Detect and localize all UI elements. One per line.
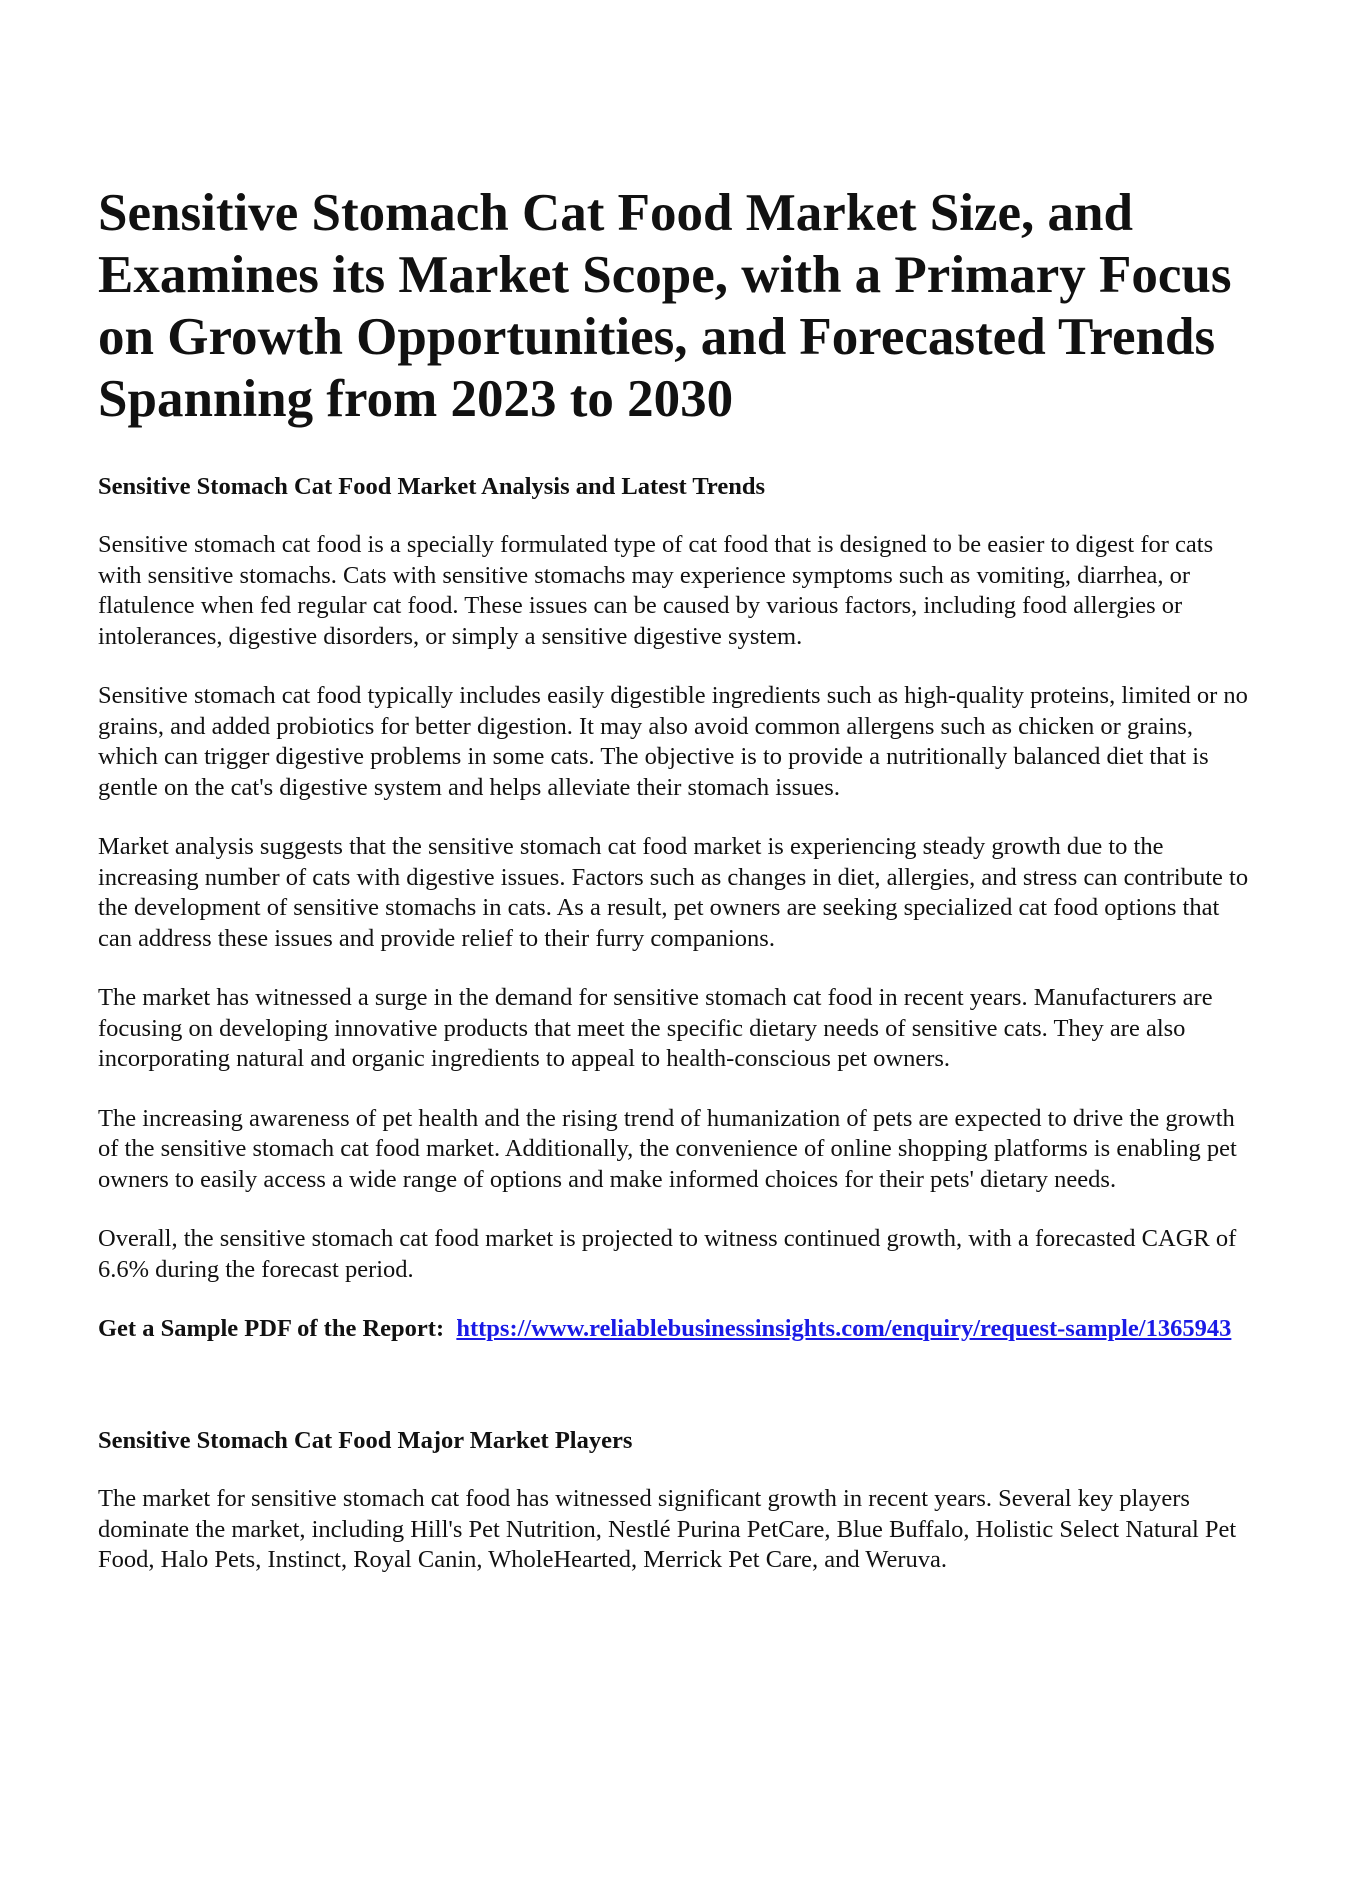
section-heading-analysis: Sensitive Stomach Cat Food Market Analysis and Latest Trends <box>98 473 765 500</box>
paragraph: Market analysis suggests that the sensitive stomach cat food market is experiencing steady growth due to the increasing number of cats with digestive issues. Factors such as changes in diet, allergies, and stress can contribute to the development of sensitive stomachs in cats. As a result, pet owners are seeking specialized cat food options that can address these issues and provide relief to their furry companions. <box>98 833 1249 952</box>
paragraph: Overall, the sensitive stomach cat food market is projected to witness continued growth, with a forecasted CAGR of 6.6% during the forecast period. <box>98 1225 1237 1283</box>
paragraph: Sensitive stomach cat food typically includes easily digestible ingredients such as high-quality proteins, limited or no grains, and added probiotics for better digestion. It may also avoid common allergens such as chicken or grains, which can trigger digestive problems in some cats. The objective is to provide a nutritionally balanced diet that is gentle on the cat's digestive system and helps alleviate their stomach issues. <box>98 682 1248 801</box>
sample-pdf-link[interactable]: https://www.reliablebusinessinsights.com/enquiry/request-sample/1365943 <box>456 1315 1232 1342</box>
paragraph: The market has witnessed a surge in the demand for sensitive stomach cat food in recent years. Manufacturers are focusing on developing innovative products that meet the specific dietary needs of sensitive cats. They are also incorporating natural and organic ingredients to appeal to health-conscious pet owners. <box>98 984 1213 1072</box>
sample-pdf-label: Get a Sample PDF of the Report: <box>98 1315 445 1342</box>
document-title: Sensitive Stomach Cat Food Market Size, and Examines its Market Scope, with a Primary Focus on Growth Opportunities, and Forecasted Trends Spanning from 2023 to 2030 <box>98 184 1232 428</box>
paragraph: Sensitive stomach cat food is a specially formulated type of cat food that is designed to be easier to digest for cats with sensitive stomachs. Cats with sensitive stomachs may experience symptoms such as vomiting, diarrhea, or flatulence when fed regular cat food. These issues can be caused by various factors, including food allergies or intolerances, digestive disorders, or simply a sensitive digestive system. <box>98 531 1214 650</box>
spacer <box>98 1344 1258 1426</box>
sample-pdf-line <box>98 1314 1258 1344</box>
paragraph-players: The market for sensitive stomach cat food has witnessed significant growth in recent years. Several key players dominate the market, including Hill's Pet Nutrition, Nestlé Purina PetCare, Blue Buffalo, Holistic Select Natural Pet Food, Halo Pets, Instinct, Royal Canin, WholeHearted, Merrick Pet Care, and Weruva. <box>98 1485 1237 1573</box>
section-heading-players: Sensitive Stomach Cat Food Major Market Players <box>98 1427 633 1454</box>
paragraph: The increasing awareness of pet health and the rising trend of humanization of pets are expected to drive the growth of the sensitive stomach cat food market. Additionally, the convenience of online shopping platforms is enabling pet owners to easily access a wide range of options and make informed choices for their pets' dietary needs. <box>98 1104 1237 1193</box>
document-page <box>98 182 1258 1605</box>
